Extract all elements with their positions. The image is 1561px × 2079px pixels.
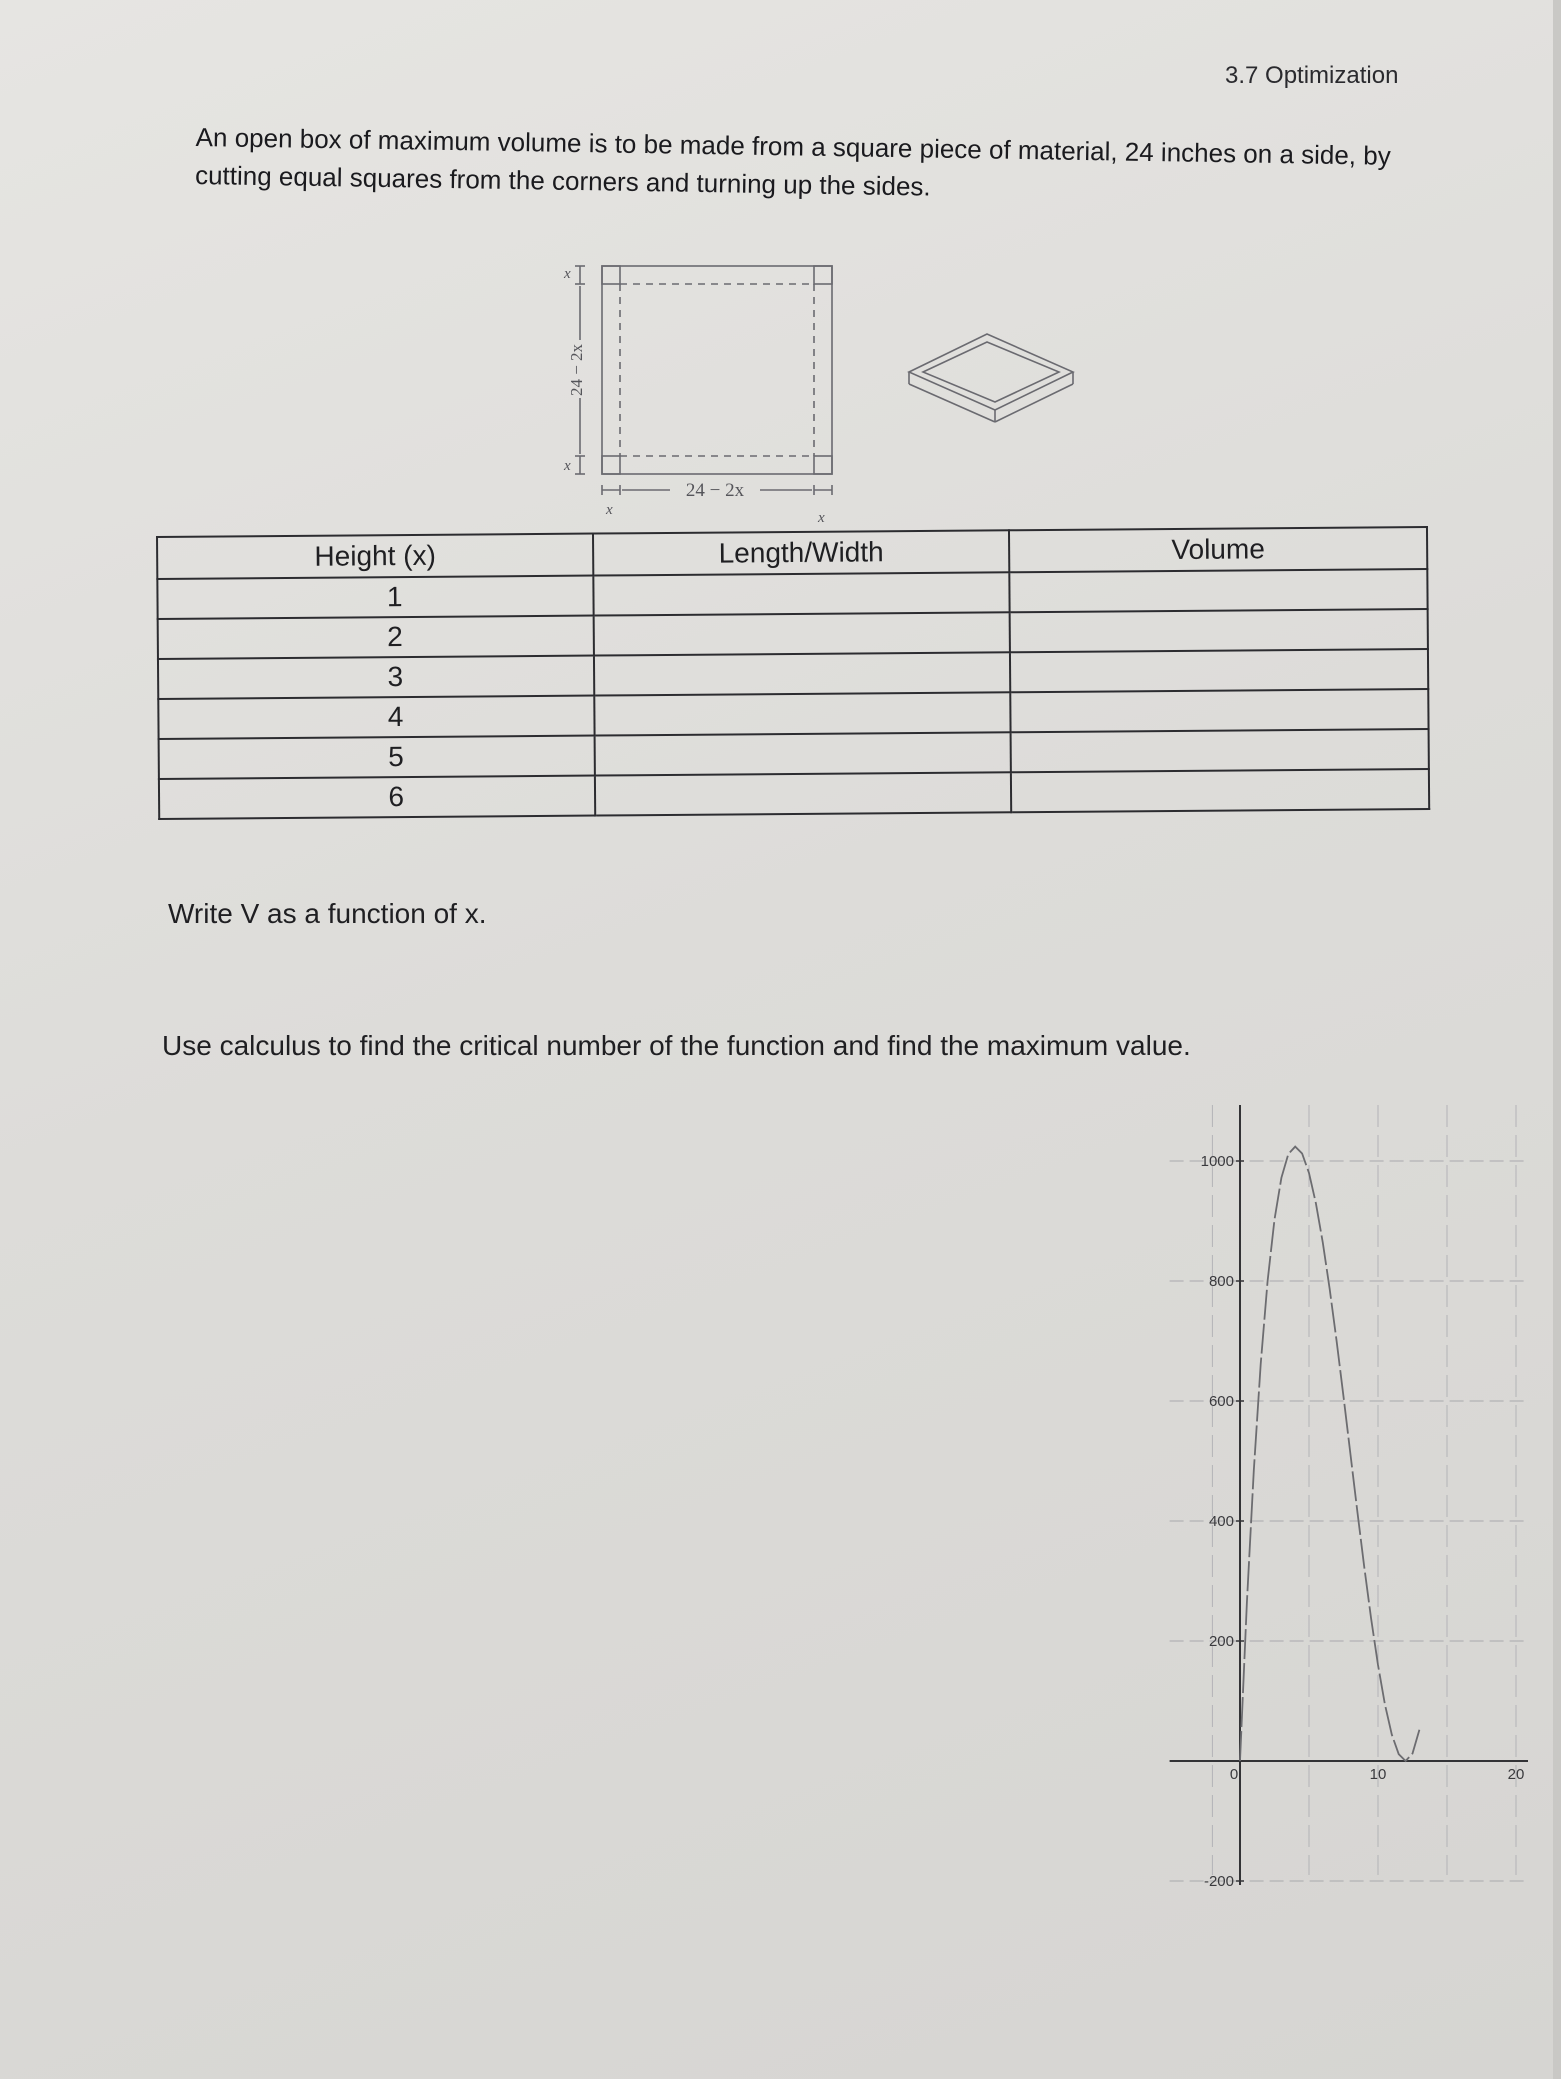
y-tick-label: 400 <box>1208 1513 1234 1530</box>
x-tick-label: 0 <box>1229 1766 1239 1783</box>
y-tick-label: 200 <box>1208 1633 1234 1650</box>
calculus-prompt: Use calculus to find the critical number of the function and find the maximum value. <box>162 1030 1191 1061</box>
height-cell: 1 <box>157 576 593 619</box>
write-v-prompt: Write V as a function of x. <box>168 898 487 929</box>
volume-cell[interactable] <box>1010 649 1428 692</box>
page-edge <box>1553 0 1561 2079</box>
height-cell: 3 <box>158 656 594 699</box>
volume-cell[interactable] <box>1009 569 1427 612</box>
volume-cell[interactable] <box>1010 689 1428 732</box>
x-tick-label: 10 <box>1369 1766 1387 1783</box>
volume-cell[interactable] <box>1010 609 1428 652</box>
corner-label-top: x <box>564 266 571 282</box>
y-tick-label: 1000 <box>1200 1153 1234 1170</box>
section-title: 3.7 Optimization <box>1225 62 1399 89</box>
length-width-cell[interactable] <box>593 572 1009 615</box>
height-cell: 5 <box>159 736 595 779</box>
length-width-cell[interactable] <box>594 612 1010 655</box>
header-volume: Volume <box>1009 527 1427 572</box>
height-cell: 4 <box>158 696 594 739</box>
volume-graph <box>1110 1095 1530 1895</box>
table-row <box>159 769 1429 819</box>
bottom-dimension-label: 24 − 2x <box>685 480 745 501</box>
length-width-cell[interactable] <box>595 772 1011 815</box>
y-tick-label: 600 <box>1208 1393 1234 1410</box>
length-width-cell[interactable] <box>594 652 1010 695</box>
volume-cell[interactable] <box>1011 729 1429 772</box>
volume-curve <box>1240 1147 1419 1761</box>
flat-material-figure <box>560 258 860 528</box>
height-cell: 2 <box>158 616 594 659</box>
corner-label-right: x <box>818 510 825 526</box>
open-box-figure <box>905 328 1085 428</box>
height-cell: 6 <box>159 776 595 819</box>
corner-label-bottom: x <box>564 458 571 474</box>
corner-label-left: x <box>606 502 613 518</box>
problem-statement: An open box of maximum volume is to be made from a square piece of material, 24 inches on a side, by cutting equal squares from the corners and turning up the sides. <box>194 121 1391 202</box>
box-dimensions-table <box>156 526 1430 820</box>
side-dimension-label: 24 − 2x <box>567 343 586 397</box>
length-width-cell[interactable] <box>595 732 1011 775</box>
header-height: Height (x) <box>157 534 593 579</box>
length-width-cell[interactable] <box>594 692 1010 735</box>
header-length-width: Length/Width <box>593 530 1009 575</box>
y-tick-label: -200 <box>1203 1873 1234 1890</box>
y-tick-label: 800 <box>1208 1273 1234 1290</box>
x-tick-label: 20 <box>1507 1766 1525 1783</box>
volume-cell[interactable] <box>1011 769 1429 812</box>
